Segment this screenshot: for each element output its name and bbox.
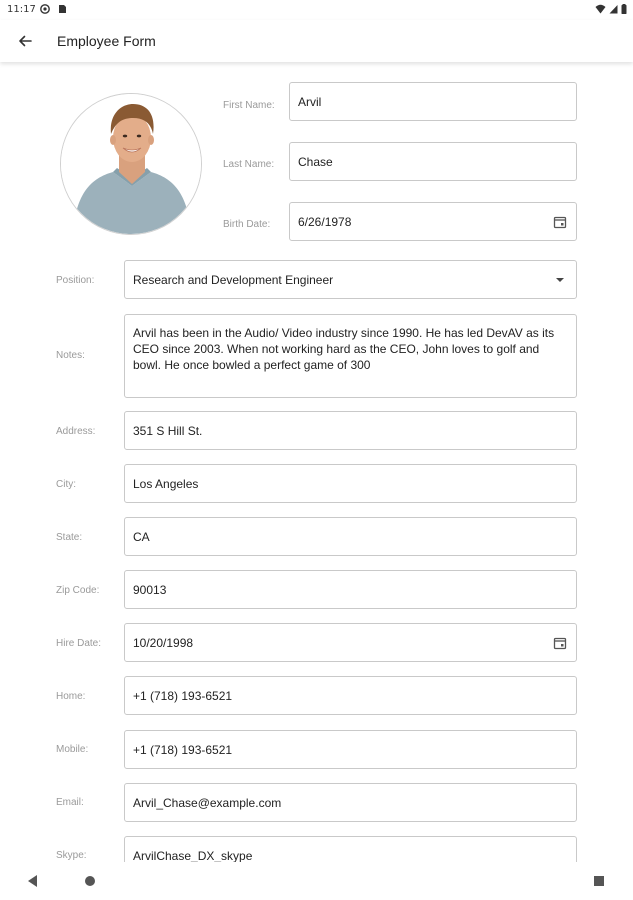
nav-recents-icon[interactable] [594, 876, 604, 886]
skype-label: Skype: [56, 850, 87, 861]
city-field[interactable] [124, 464, 577, 503]
battery-icon [621, 4, 627, 14]
zip-code-value: 90013 [133, 582, 167, 597]
position-select[interactable] [124, 260, 577, 299]
birth-date-value: 6/26/1978 [298, 214, 352, 229]
last-name-field[interactable] [289, 142, 577, 181]
email-label: Email: [56, 797, 84, 808]
notes-textarea[interactable] [124, 314, 577, 398]
skype-value: ArvilChase_DX_skype [133, 848, 253, 862]
first-name-label: First Name: [223, 100, 275, 111]
employee-photo[interactable] [60, 93, 202, 235]
home-phone-value: +1 (718) 193-6521 [133, 688, 233, 703]
last-name-value: Chase [298, 154, 333, 169]
address-field[interactable] [124, 411, 577, 450]
arrow-back-icon [17, 33, 33, 49]
address-label: Address: [56, 426, 96, 437]
hire-date-label: Hire Date: [56, 638, 102, 649]
state-value: CA [133, 529, 150, 544]
state-field[interactable] [124, 517, 577, 556]
skype-field[interactable] [124, 836, 577, 862]
system-nav-bar [0, 862, 633, 900]
state-label: State: [56, 532, 83, 543]
status-icons [595, 4, 627, 14]
back-button[interactable] [12, 28, 38, 54]
status-bar [0, 0, 633, 20]
sd-card-icon [57, 4, 67, 14]
hire-date-value: 10/20/1998 [133, 635, 194, 650]
wifi-icon [595, 4, 606, 14]
home-phone-field[interactable] [124, 676, 577, 715]
vpn-icon [40, 4, 50, 14]
mobile-phone-label: Mobile: [56, 744, 89, 755]
app-bar [0, 20, 633, 62]
home-phone-label: Home: [56, 691, 86, 702]
email-field[interactable] [124, 783, 577, 822]
employee-form [0, 62, 633, 862]
city-label: City: [56, 479, 76, 490]
zip-code-label: Zip Code: [56, 585, 100, 596]
calendar-icon[interactable] [553, 215, 567, 229]
last-name-label: Last Name: [223, 159, 275, 170]
avatar-photo-icon [61, 94, 202, 235]
city-value: Los Angeles [133, 476, 199, 491]
nav-back-icon[interactable] [28, 875, 37, 887]
zip-code-field[interactable] [124, 570, 577, 609]
notes-value: Arvil has been in the Audio/ Video industry since 1990. He has led DevAV as its CEO since 2003. When not working hard as the CEO, John loves to golf and bowl. He once bowled a perfect game of 300 [133, 326, 555, 372]
chevron-down-icon [556, 278, 564, 282]
position-value: Research and Development Engineer [133, 272, 334, 287]
address-value: 351 S Hill St. [133, 423, 203, 438]
notes-label: Notes: [56, 350, 85, 361]
first-name-field[interactable] [289, 82, 577, 121]
position-label: Position: [56, 275, 95, 286]
calendar-icon[interactable] [553, 636, 567, 650]
page-title: Employee Form [57, 33, 156, 49]
signal-icon [609, 4, 618, 14]
first-name-value: Arvil [298, 94, 322, 109]
nav-home-icon[interactable] [85, 876, 95, 886]
birth-date-field[interactable] [289, 202, 577, 241]
email-value: Arvil_Chase@example.com [133, 795, 282, 810]
status-time: 11:17 [7, 4, 36, 15]
birth-date-label: Birth Date: [223, 219, 271, 230]
hire-date-field[interactable] [124, 623, 577, 662]
mobile-phone-value: +1 (718) 193-6521 [133, 742, 233, 757]
mobile-phone-field[interactable] [124, 730, 577, 769]
